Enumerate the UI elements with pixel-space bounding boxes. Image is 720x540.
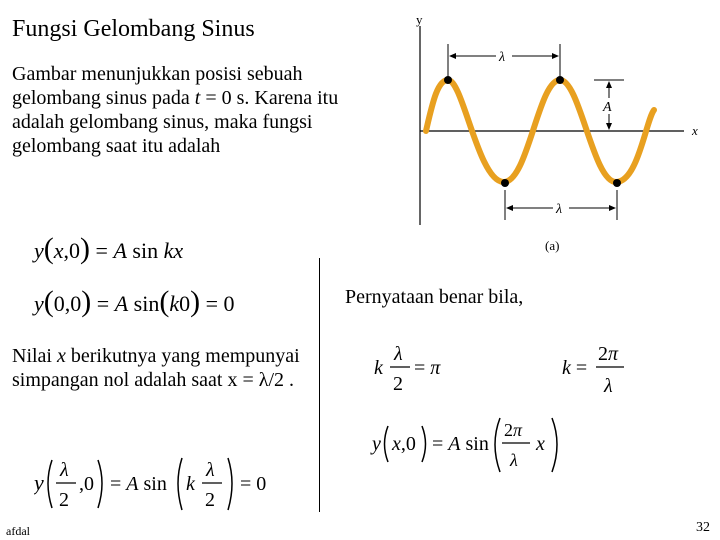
- arrowhead: [606, 123, 612, 130]
- svg-text:2π: 2π: [504, 420, 523, 440]
- arrowhead: [506, 205, 513, 211]
- author-label: afdal: [6, 524, 30, 538]
- arrowhead: [552, 53, 559, 59]
- y-axis-label: y: [416, 12, 423, 27]
- intro-post: = 0 s. Karena itu adalah gelombang sinus, maka fungsi gelombang saat itu adalah: [12, 87, 339, 157]
- figure-caption: (a): [545, 238, 560, 253]
- svg-text:2: 2: [393, 373, 403, 395]
- next-zero-paragraph: [12, 344, 302, 392]
- trough-point: [501, 179, 509, 187]
- svg-text:λ: λ: [394, 343, 403, 365]
- lambda-label-bottom: λ: [556, 202, 563, 217]
- arrowhead: [609, 205, 616, 211]
- equation-half-wavelength: [34, 448, 304, 518]
- svg-text:2: 2: [205, 489, 215, 511]
- equation-k-lambda-pi: [372, 338, 462, 400]
- intro-var: t: [194, 87, 201, 109]
- svg-text:x: x: [536, 433, 545, 455]
- arrowhead: [606, 81, 612, 88]
- equation-wave-function: y(x,0) = A sin kx: [34, 232, 184, 265]
- equation-k-definition: [560, 338, 640, 400]
- arrowhead: [449, 53, 456, 59]
- svg-text:λ: λ: [510, 450, 518, 470]
- svg-text:= π: = π: [414, 357, 441, 379]
- svg-text:λ: λ: [60, 459, 69, 481]
- sine-wave-figure: [408, 10, 708, 260]
- statement-text: Pernyataan benar bila,: [345, 286, 524, 308]
- next-x-var: x: [57, 345, 66, 367]
- svg-text:y: y: [372, 433, 381, 455]
- svg-text:= A sin: = A sin: [110, 473, 167, 495]
- svg-text:= A sin: = A sin: [432, 433, 489, 455]
- page-number: 32: [696, 520, 710, 535]
- amplitude-label: A: [603, 100, 612, 115]
- intro-paragraph: [12, 62, 342, 158]
- divider-line: [319, 258, 320, 512]
- svg-text:y: y: [34, 470, 44, 495]
- svg-text:,0: ,0: [79, 473, 94, 495]
- svg-text:λ: λ: [206, 459, 215, 481]
- svg-text:k: k: [374, 357, 383, 379]
- svg-text:x,0: x,0: [392, 433, 416, 455]
- next-x-post: = λ/2 .: [237, 369, 295, 391]
- svg-text:2: 2: [59, 489, 69, 511]
- intro-pre: Gambar menunjukkan posisi sebuah gelombang sinus pada: [12, 63, 303, 109]
- svg-text:k =: k =: [562, 357, 588, 379]
- next-x-pre: Nilai: [12, 345, 57, 367]
- svg-text:λ: λ: [604, 375, 613, 397]
- trough-point: [613, 179, 621, 187]
- equation-final-wave: [370, 412, 570, 476]
- svg-text:k: k: [186, 473, 195, 495]
- next-x-var2: x: [227, 369, 238, 391]
- next-x-mid: berikutnya yang mempunyai simpangan nol adalah saat: [12, 345, 300, 391]
- svg-text:2π: 2π: [598, 343, 619, 365]
- equation-origin: y(0,0) = A sin(k0) = 0: [34, 285, 235, 318]
- x-axis-label: x: [692, 123, 698, 138]
- lambda-label-top: λ: [499, 50, 506, 65]
- svg-text:= 0: = 0: [240, 473, 267, 495]
- slide-title: Fungsi Gelombang Sinus: [12, 16, 255, 42]
